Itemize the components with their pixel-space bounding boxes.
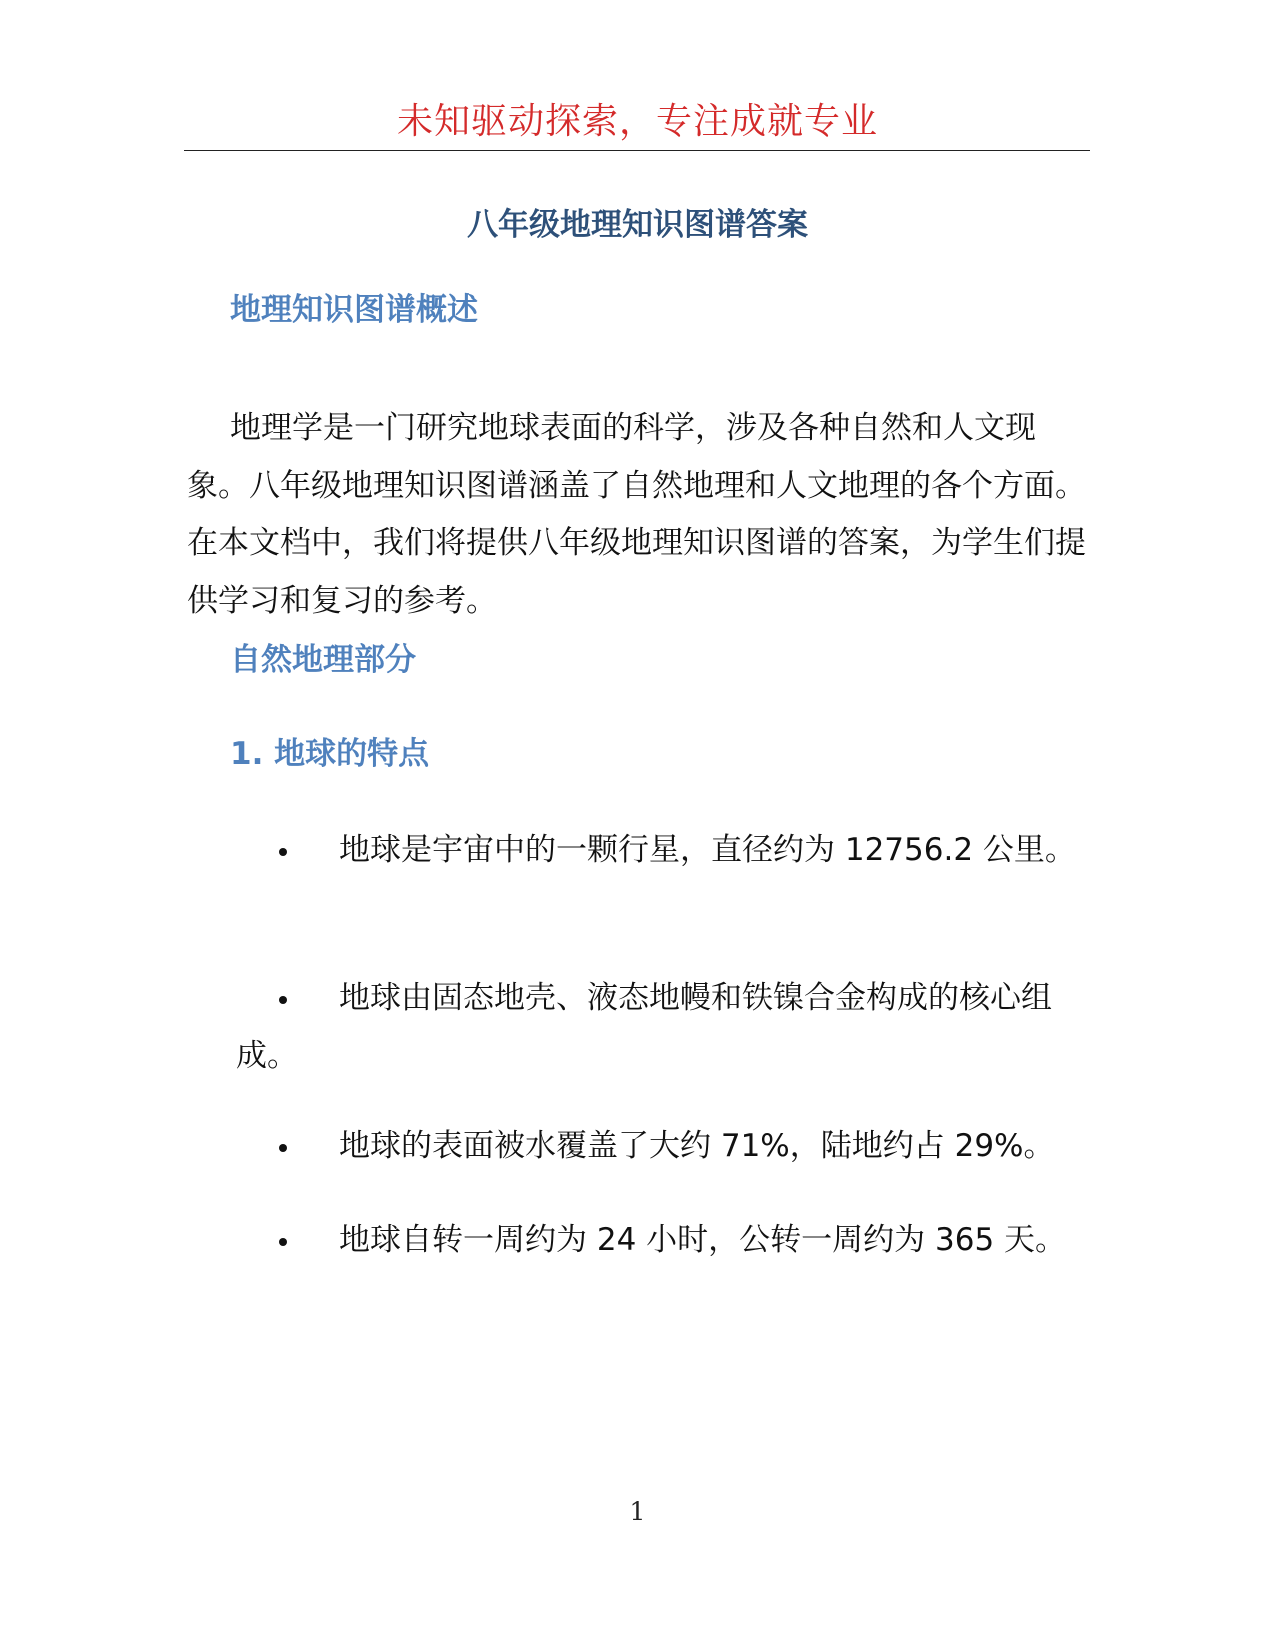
bullet-dot-icon (279, 848, 287, 856)
bullet-text: 地球由固态地壳、液态地幔和铁镍合金构成的核心组成。 (236, 980, 1052, 1074)
bullet-item-rotation-revolution (236, 1212, 1092, 1270)
overview-paragraph: 地理学是一门研究地球表面的科学，涉及各种自然和人文现象。八年级地理知识图谱涵盖了自然地理和人文地理的各个方面。在本文档中，我们将提供八年级地理知识图谱的答案，为学生们提供学习和复习的参考。 (187, 410, 1086, 619)
bullet-dot-icon (279, 996, 287, 1004)
document-title: 八年级地理知识图谱答案 (467, 207, 808, 243)
header-slogan: 未知驱动探索，专注成就专业 (396, 101, 878, 142)
page-number: 1 (629, 1497, 646, 1526)
bullet-item-earth-structure (236, 970, 1092, 1085)
bullet-text: 地球是宇宙中的一颗行星，直径约为 12756.2 公里。 (339, 832, 1076, 868)
bullet-text: 地球自转一周约为 24 小时，公转一周约为 365 天。 (339, 1222, 1067, 1258)
bullet-text: 地球的表面被水覆盖了大约 71%，陆地约占 29%。 (339, 1128, 1055, 1164)
header-divider (184, 150, 1090, 151)
bullet-dot-icon (279, 1238, 287, 1246)
bullet-item-earth-diameter (236, 822, 1092, 880)
subsection-heading-earth-features: 1. 地球的特点 (230, 736, 430, 772)
bullet-item-water-coverage (236, 1118, 1092, 1176)
section-heading-overview: 地理知识图谱概述 (230, 292, 478, 328)
section-heading-physical-geography: 自然地理部分 (230, 642, 416, 678)
bullet-dot-icon (279, 1144, 287, 1152)
